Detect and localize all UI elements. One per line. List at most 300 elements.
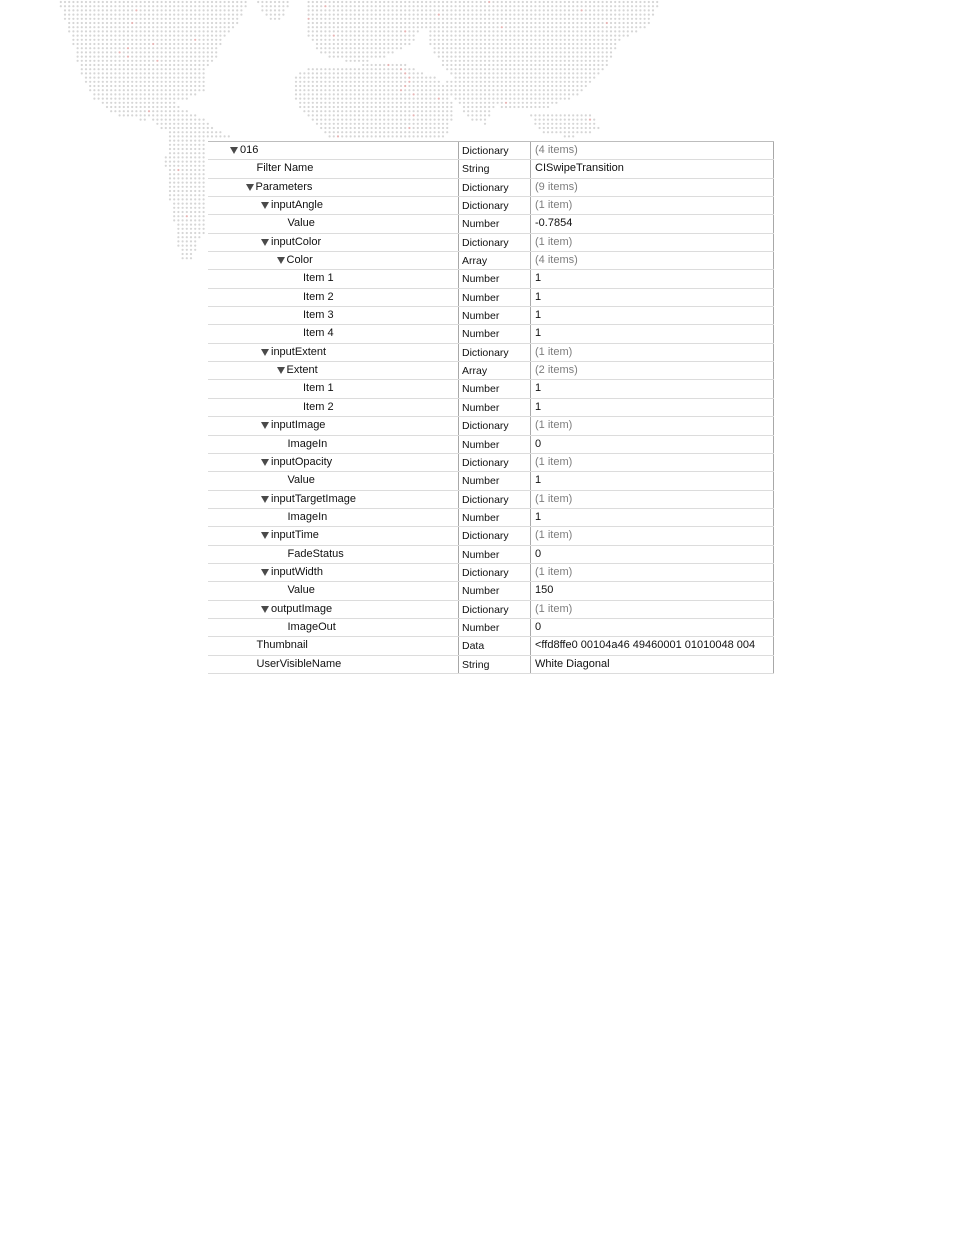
map-dot bbox=[564, 85, 566, 87]
value-cell[interactable]: 0 bbox=[530, 436, 774, 453]
map-dot bbox=[434, 35, 436, 37]
map-dot bbox=[526, 18, 528, 20]
map-dot bbox=[442, 47, 444, 49]
type-cell[interactable]: Dictionary bbox=[458, 197, 528, 214]
map-dot bbox=[362, 68, 364, 70]
table-row[interactable] bbox=[208, 619, 774, 637]
type-cell[interactable]: Number bbox=[458, 325, 528, 342]
table-row[interactable] bbox=[208, 417, 774, 435]
map-dot bbox=[425, 1, 427, 3]
map-dot bbox=[114, 18, 116, 20]
map-dot bbox=[182, 123, 184, 125]
map-dot bbox=[177, 190, 179, 192]
map-dot bbox=[509, 72, 511, 74]
map-dot bbox=[219, 18, 221, 20]
table-row[interactable] bbox=[208, 307, 774, 325]
table-row[interactable] bbox=[208, 656, 774, 674]
map-dot bbox=[341, 135, 343, 137]
map-dot bbox=[329, 51, 331, 53]
map-dot bbox=[396, 77, 398, 79]
value-cell[interactable]: 1 bbox=[530, 472, 774, 489]
map-dot bbox=[467, 98, 469, 100]
map-dot bbox=[379, 98, 381, 100]
disclosure-triangle-icon[interactable] bbox=[230, 147, 238, 154]
value-cell[interactable]: 1 bbox=[530, 399, 774, 416]
map-dot bbox=[396, 135, 398, 137]
disclosure-triangle-icon[interactable] bbox=[277, 367, 285, 374]
map-dot bbox=[177, 173, 179, 175]
map-dot bbox=[530, 22, 532, 24]
map-dot bbox=[81, 39, 83, 41]
map-dot bbox=[597, 72, 599, 74]
map-dot bbox=[547, 64, 549, 66]
type-cell[interactable]: Array bbox=[458, 362, 528, 379]
map-dot bbox=[358, 98, 360, 100]
table-row[interactable] bbox=[208, 491, 774, 509]
map-dot bbox=[446, 43, 448, 45]
type-cell[interactable]: Number bbox=[458, 307, 528, 324]
map-dot bbox=[194, 203, 196, 205]
type-cell[interactable]: Number bbox=[458, 399, 528, 416]
map-dot bbox=[182, 152, 184, 154]
map-dot bbox=[85, 30, 87, 32]
map-dot bbox=[459, 68, 461, 70]
disclosure-triangle-icon[interactable] bbox=[261, 349, 269, 356]
map-dot bbox=[341, 39, 343, 41]
map-dot bbox=[476, 106, 478, 108]
map-dot bbox=[93, 39, 95, 41]
type-cell[interactable]: Number bbox=[458, 215, 528, 232]
map-dot bbox=[652, 1, 654, 3]
map-dot bbox=[324, 22, 326, 24]
map-dot bbox=[408, 39, 410, 41]
map-dot bbox=[190, 135, 192, 137]
map-dot bbox=[194, 194, 196, 196]
map-dot bbox=[526, 39, 528, 41]
map-dot bbox=[396, 131, 398, 133]
map-dot bbox=[182, 257, 184, 259]
map-dot bbox=[434, 5, 436, 7]
table-row[interactable] bbox=[208, 436, 774, 454]
map-dot bbox=[345, 98, 347, 100]
map-dot bbox=[316, 89, 318, 91]
map-dot bbox=[371, 47, 373, 49]
map-dot bbox=[182, 186, 184, 188]
map-dot bbox=[81, 26, 83, 28]
type-cell[interactable]: Number bbox=[458, 270, 528, 287]
map-dot bbox=[379, 102, 381, 104]
map-dot bbox=[429, 43, 431, 45]
map-dot bbox=[341, 93, 343, 95]
type-cell[interactable]: Dictionary bbox=[458, 417, 528, 434]
type-cell[interactable]: Data bbox=[458, 637, 528, 654]
map-dot bbox=[371, 93, 373, 95]
map-dot bbox=[182, 173, 184, 175]
disclosure-triangle-icon[interactable] bbox=[261, 239, 269, 246]
map-dot bbox=[350, 22, 352, 24]
map-dot bbox=[177, 161, 179, 163]
map-dot bbox=[467, 106, 469, 108]
map-dot bbox=[589, 56, 591, 58]
map-dot bbox=[127, 68, 129, 70]
type-cell[interactable]: String bbox=[458, 160, 528, 177]
table-row[interactable] bbox=[208, 289, 774, 307]
value-cell[interactable]: White Diagonal bbox=[530, 656, 774, 673]
table-row[interactable] bbox=[208, 142, 774, 160]
map-dot bbox=[85, 39, 87, 41]
value-cell[interactable]: 1 bbox=[530, 325, 774, 342]
disclosure-triangle-icon[interactable] bbox=[246, 184, 254, 191]
map-dot bbox=[245, 5, 247, 7]
map-dot bbox=[186, 148, 188, 150]
map-dot bbox=[123, 85, 125, 87]
map-dot bbox=[152, 56, 154, 58]
map-dot bbox=[606, 1, 608, 3]
map-dot bbox=[408, 114, 410, 116]
map-dot bbox=[585, 72, 587, 74]
map-dot bbox=[593, 77, 595, 79]
map-dot bbox=[471, 43, 473, 45]
table-row[interactable] bbox=[208, 601, 774, 619]
map-dot bbox=[438, 1, 440, 3]
map-dot bbox=[131, 106, 133, 108]
type-cell[interactable]: Number bbox=[458, 436, 528, 453]
table-row[interactable] bbox=[208, 399, 774, 417]
type-cell[interactable]: Number bbox=[458, 546, 528, 563]
disclosure-triangle-icon[interactable] bbox=[261, 422, 269, 429]
disclosure-triangle-icon[interactable] bbox=[261, 532, 269, 539]
map-dot bbox=[190, 257, 192, 259]
map-dot bbox=[161, 81, 163, 83]
map-dot bbox=[93, 68, 95, 70]
map-dot bbox=[442, 119, 444, 121]
map-dot bbox=[203, 1, 205, 3]
map-dot bbox=[572, 114, 574, 116]
type-cell[interactable]: Dictionary bbox=[458, 564, 528, 581]
map-dot bbox=[203, 18, 205, 20]
map-dot bbox=[488, 64, 490, 66]
map-dot bbox=[576, 131, 578, 133]
table-row[interactable] bbox=[208, 160, 774, 178]
map-dot bbox=[476, 119, 478, 121]
map-dot bbox=[358, 51, 360, 53]
map-dot bbox=[396, 110, 398, 112]
table-row[interactable] bbox=[208, 344, 774, 362]
disclosure-triangle-icon[interactable] bbox=[261, 569, 269, 576]
map-dot bbox=[98, 77, 100, 79]
map-dot bbox=[564, 9, 566, 11]
map-dot bbox=[602, 5, 604, 7]
map-dot bbox=[203, 135, 205, 137]
disclosure-triangle-icon[interactable] bbox=[277, 257, 285, 264]
map-dot bbox=[156, 18, 158, 20]
table-row[interactable] bbox=[208, 637, 774, 655]
map-dot bbox=[534, 22, 536, 24]
map-dot bbox=[186, 1, 188, 3]
map-dot bbox=[173, 77, 175, 79]
map-dot bbox=[240, 1, 242, 3]
type-cell[interactable]: Number bbox=[458, 380, 528, 397]
map-dot bbox=[408, 77, 410, 79]
map-dot bbox=[345, 135, 347, 137]
map-dot bbox=[484, 64, 486, 66]
map-dot bbox=[635, 1, 637, 3]
type-cell[interactable]: Dictionary bbox=[458, 142, 528, 159]
map-dot bbox=[186, 98, 188, 100]
map-dot bbox=[555, 131, 557, 133]
map-dot bbox=[442, 135, 444, 137]
table-row[interactable] bbox=[208, 179, 774, 197]
map-dot bbox=[476, 22, 478, 24]
map-dot bbox=[606, 14, 608, 16]
map-dot bbox=[194, 207, 196, 209]
table-row[interactable] bbox=[208, 325, 774, 343]
map-dot bbox=[135, 98, 137, 100]
map-dot bbox=[156, 30, 158, 32]
table-row[interactable] bbox=[208, 252, 774, 270]
map-dot bbox=[186, 35, 188, 37]
type-cell[interactable]: Number bbox=[458, 472, 528, 489]
map-dot bbox=[182, 39, 184, 41]
map-dot bbox=[610, 51, 612, 53]
map-dot bbox=[182, 228, 184, 230]
type-cell[interactable]: Number bbox=[458, 619, 528, 636]
value-cell[interactable]: CISwipeTransition bbox=[530, 160, 774, 177]
type-cell[interactable]: Dictionary bbox=[458, 179, 528, 196]
map-dot bbox=[530, 56, 532, 58]
map-dot bbox=[434, 135, 436, 137]
map-dot bbox=[593, 5, 595, 7]
map-dot bbox=[438, 110, 440, 112]
map-dot bbox=[530, 81, 532, 83]
map-dot bbox=[211, 135, 213, 137]
map-dot bbox=[438, 22, 440, 24]
value-cell[interactable]: 1 bbox=[530, 270, 774, 287]
map-dot bbox=[329, 85, 331, 87]
map-dot bbox=[316, 110, 318, 112]
map-dot bbox=[354, 102, 356, 104]
type-cell[interactable]: Dictionary bbox=[458, 344, 528, 361]
type-cell[interactable]: Dictionary bbox=[458, 454, 528, 471]
map-dot bbox=[547, 81, 549, 83]
map-dot bbox=[564, 77, 566, 79]
value-cell[interactable]: 0 bbox=[530, 619, 774, 636]
value-cell[interactable]: 1 bbox=[530, 307, 774, 324]
map-dot bbox=[509, 47, 511, 49]
map-dot bbox=[518, 64, 520, 66]
map-dot bbox=[72, 5, 74, 7]
table-row[interactable] bbox=[208, 197, 774, 215]
map-dot bbox=[459, 81, 461, 83]
map-dot bbox=[203, 177, 205, 179]
map-dot bbox=[308, 114, 310, 116]
map-dot bbox=[165, 39, 167, 41]
type-cell[interactable]: Dictionary bbox=[458, 527, 528, 544]
disclosure-triangle-icon[interactable] bbox=[261, 496, 269, 503]
map-dot bbox=[484, 123, 486, 125]
disclosure-triangle-icon[interactable] bbox=[261, 202, 269, 209]
map-dot bbox=[135, 35, 137, 37]
map-dot bbox=[555, 47, 557, 49]
type-cell[interactable]: Dictionary bbox=[458, 234, 528, 251]
map-dot bbox=[81, 72, 83, 74]
map-dot bbox=[72, 43, 74, 45]
disclosure-triangle-icon[interactable] bbox=[261, 459, 269, 466]
map-dot bbox=[564, 30, 566, 32]
table-row[interactable] bbox=[208, 270, 774, 288]
map-dot bbox=[131, 39, 133, 41]
map-dot bbox=[169, 1, 171, 3]
map-dot bbox=[555, 68, 557, 70]
map-dot bbox=[119, 43, 121, 45]
key-label: Item 1 bbox=[303, 272, 334, 285]
map-dot bbox=[308, 85, 310, 87]
map-dot bbox=[459, 56, 461, 58]
map-dot bbox=[438, 119, 440, 121]
map-dot bbox=[484, 119, 486, 121]
disclosure-triangle-icon[interactable] bbox=[261, 606, 269, 613]
map-dot bbox=[581, 56, 583, 58]
map-dot bbox=[333, 77, 335, 79]
map-dot bbox=[501, 1, 503, 3]
type-cell[interactable]: Dictionary bbox=[458, 491, 528, 508]
map-dot bbox=[186, 22, 188, 24]
map-dot bbox=[455, 39, 457, 41]
map-dot bbox=[505, 81, 507, 83]
map-dot bbox=[366, 81, 368, 83]
table-row[interactable] bbox=[208, 380, 774, 398]
map-dot bbox=[644, 1, 646, 3]
map-dot bbox=[119, 68, 121, 70]
map-dot bbox=[182, 26, 184, 28]
value-cell[interactable]: -0.7854 bbox=[530, 215, 774, 232]
map-dot bbox=[450, 102, 452, 104]
table-row[interactable] bbox=[208, 527, 774, 545]
map-dot bbox=[387, 106, 389, 108]
map-dot bbox=[203, 194, 205, 196]
map-dot bbox=[173, 106, 175, 108]
map-dot bbox=[547, 119, 549, 121]
map-dot bbox=[194, 43, 196, 45]
table-row[interactable] bbox=[208, 546, 774, 564]
map-dot bbox=[471, 68, 473, 70]
map-dot bbox=[156, 123, 158, 125]
map-dot bbox=[501, 35, 503, 37]
map-dot bbox=[492, 18, 494, 20]
map-dot bbox=[354, 106, 356, 108]
map-dot bbox=[408, 43, 410, 45]
map-dot bbox=[123, 14, 125, 16]
map-dot bbox=[442, 123, 444, 125]
map-dot bbox=[602, 60, 604, 62]
type-cell[interactable]: Number bbox=[458, 509, 528, 526]
value-cell[interactable]: 0 bbox=[530, 546, 774, 563]
map-dot bbox=[555, 114, 557, 116]
value-cell[interactable]: 150 bbox=[530, 582, 774, 599]
map-dot bbox=[198, 60, 200, 62]
map-dot bbox=[547, 131, 549, 133]
map-dot bbox=[597, 51, 599, 53]
value-cell[interactable]: 1 bbox=[530, 289, 774, 306]
map-dot bbox=[114, 51, 116, 53]
map-dot bbox=[324, 85, 326, 87]
type-cell[interactable]: Number bbox=[458, 289, 528, 306]
map-dot bbox=[597, 60, 599, 62]
table-row[interactable] bbox=[208, 362, 774, 380]
map-dot bbox=[144, 18, 146, 20]
map-dot bbox=[135, 114, 137, 116]
key-label: Filter Name bbox=[256, 162, 314, 175]
map-dot bbox=[417, 102, 419, 104]
map-dot bbox=[417, 18, 419, 20]
map-dot bbox=[85, 47, 87, 49]
map-dot bbox=[543, 1, 545, 3]
map-dot bbox=[476, 51, 478, 53]
map-dot bbox=[379, 77, 381, 79]
map-dot bbox=[371, 68, 373, 70]
value-cell[interactable]: 1 bbox=[530, 380, 774, 397]
map-dot bbox=[383, 106, 385, 108]
map-dot bbox=[581, 9, 583, 11]
map-dot bbox=[631, 30, 633, 32]
map-dot bbox=[509, 39, 511, 41]
map-dot bbox=[614, 47, 616, 49]
value-cell[interactable]: <ffd8ffe0 00104a46 49460001 01010048 004 bbox=[530, 637, 774, 654]
map-dot bbox=[177, 98, 179, 100]
map-dot bbox=[161, 39, 163, 41]
map-dot bbox=[329, 110, 331, 112]
map-dot bbox=[434, 85, 436, 87]
map-dot bbox=[379, 72, 381, 74]
map-dot bbox=[392, 35, 394, 37]
map-dot bbox=[476, 110, 478, 112]
type-cell[interactable]: Dictionary bbox=[458, 601, 528, 618]
map-dot bbox=[320, 106, 322, 108]
table-row[interactable] bbox=[208, 564, 774, 582]
map-dot bbox=[194, 152, 196, 154]
map-dot bbox=[534, 81, 536, 83]
map-dot bbox=[564, 64, 566, 66]
table-row[interactable] bbox=[208, 215, 774, 233]
table-row[interactable] bbox=[208, 472, 774, 490]
map-dot bbox=[119, 35, 121, 37]
table-row[interactable] bbox=[208, 454, 774, 472]
map-dot bbox=[480, 64, 482, 66]
map-dot bbox=[392, 119, 394, 121]
map-dot bbox=[169, 43, 171, 45]
map-dot bbox=[513, 72, 515, 74]
value-cell[interactable]: 1 bbox=[530, 509, 774, 526]
map-dot bbox=[509, 64, 511, 66]
map-dot bbox=[513, 102, 515, 104]
table-row[interactable] bbox=[208, 509, 774, 527]
map-dot bbox=[366, 18, 368, 20]
map-dot bbox=[404, 22, 406, 24]
map-dot bbox=[446, 114, 448, 116]
map-dot bbox=[614, 14, 616, 16]
map-dot bbox=[295, 93, 297, 95]
type-cell[interactable]: Array bbox=[458, 252, 528, 269]
map-dot bbox=[564, 39, 566, 41]
map-dot bbox=[387, 93, 389, 95]
map-dot bbox=[350, 30, 352, 32]
table-row[interactable] bbox=[208, 582, 774, 600]
type-cell[interactable]: String bbox=[458, 656, 528, 673]
map-dot bbox=[509, 77, 511, 79]
map-dot bbox=[161, 35, 163, 37]
table-row[interactable] bbox=[208, 234, 774, 252]
type-cell[interactable]: Number bbox=[458, 582, 528, 599]
